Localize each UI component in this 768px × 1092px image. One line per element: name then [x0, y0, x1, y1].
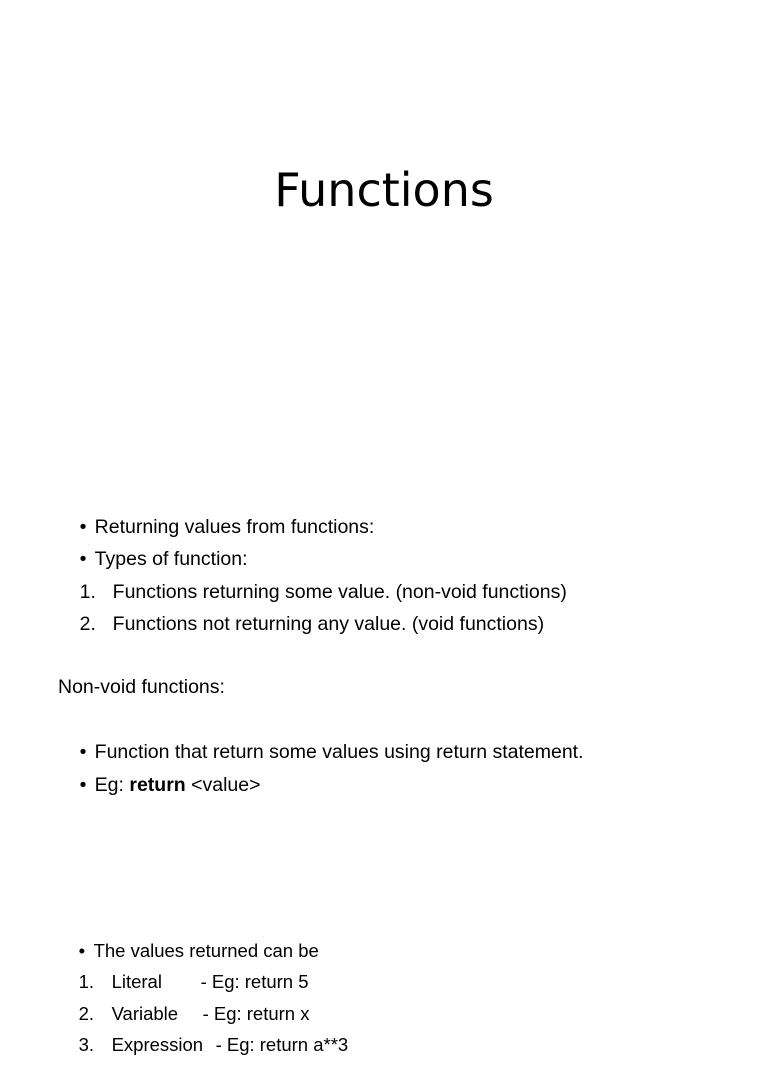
item-label: Literal — [111, 971, 162, 992]
section-heading: Non-void functions: — [58, 676, 225, 698]
item-label: Expression — [111, 1034, 204, 1055]
numbered-text: Functions not returning any value. (void functions) — [112, 613, 545, 635]
eg-prefix: Eg: — [94, 773, 130, 796]
numbered-text: Functions returning some value. (non-void functions) — [112, 580, 567, 603]
bullet-text: The values returned can be — [93, 939, 319, 961]
item-label: Variable — [111, 1002, 179, 1024]
list-number: 2. — [79, 613, 96, 635]
bullet-glyph: • — [78, 939, 86, 961]
bullet-line — [58, 903, 748, 961]
item-example: - Eg: return a**3 — [215, 1034, 349, 1055]
bullet-glyph: • — [79, 773, 87, 796]
bullet-glyph: • — [79, 548, 87, 570]
list-number: 3. — [78, 1034, 94, 1055]
bullet-text: Function that return some values using return statement. — [94, 741, 584, 763]
list-number: 1. — [79, 580, 96, 603]
non-void-section — [58, 671, 748, 796]
returned-values-section — [58, 903, 748, 1055]
bullet-line — [58, 478, 748, 538]
list-number: 2. — [78, 1002, 94, 1024]
returning-values-section — [58, 478, 748, 635]
bullet-glyph: • — [79, 515, 87, 538]
bullet-text: Types of function: — [94, 548, 248, 570]
bullet-line — [58, 704, 748, 763]
bullet-text: Returning values from functions: — [94, 515, 375, 538]
slide-title: Functions — [274, 163, 494, 217]
return-keyword: return — [129, 773, 186, 796]
item-example: - Eg: return x — [202, 1002, 310, 1024]
item-example: - Eg: return 5 — [200, 971, 309, 992]
bullet-glyph: • — [79, 741, 87, 763]
list-number: 1. — [78, 971, 94, 992]
eg-suffix: <value> — [185, 773, 261, 796]
